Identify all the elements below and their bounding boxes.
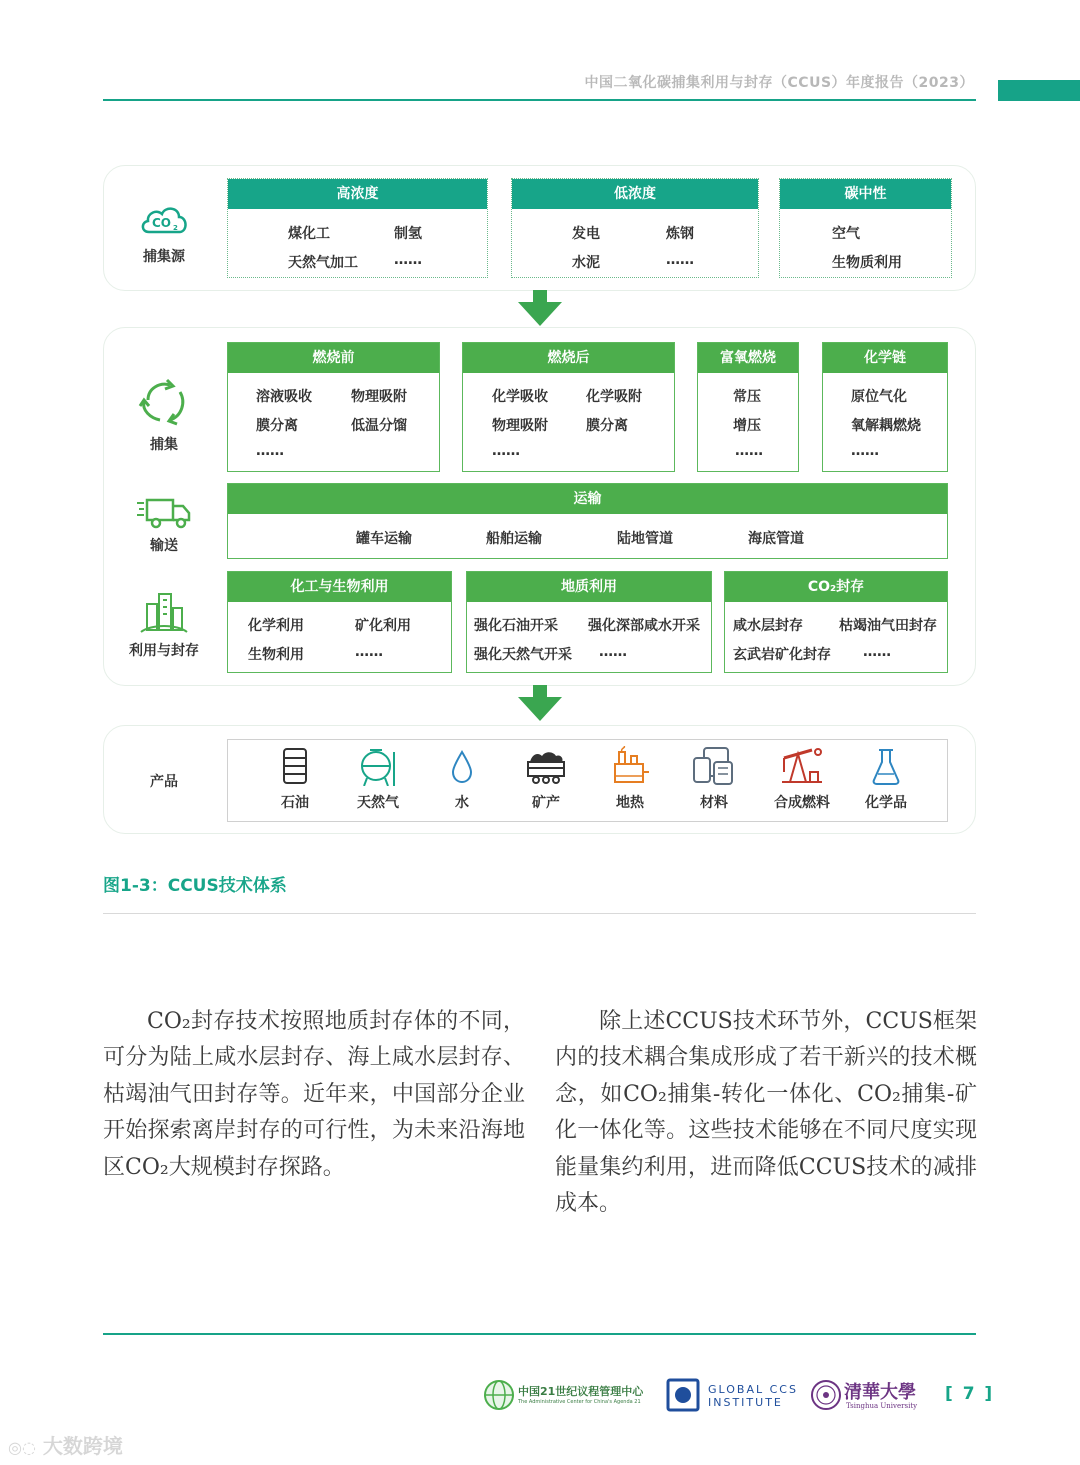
global-ccs-line2: INSTITUTE xyxy=(708,1396,783,1409)
list-item: 天然气加工 xyxy=(288,255,358,271)
box-title: 高浓度 xyxy=(228,179,487,209)
list-item: 海底管道 xyxy=(748,531,804,547)
high-concentration-box xyxy=(227,178,488,278)
capture-source-label-group xyxy=(109,200,219,266)
figure-caption: 图1-3：CCUS技术体系 xyxy=(103,876,287,896)
list-item: 膜分离 xyxy=(586,418,628,434)
transport-label: 输送 xyxy=(150,538,178,554)
list-item: 玄武岩矿化封存 xyxy=(733,647,831,663)
page-number: [ 7 ] xyxy=(945,1384,995,1404)
product-label: 矿产 xyxy=(532,795,560,811)
materials-icon xyxy=(690,746,738,786)
watermark-logo-icon: ◎◌ xyxy=(8,1438,36,1457)
low-concentration-box xyxy=(511,178,759,278)
oxy-fuel-box xyxy=(697,342,799,472)
geothermal-plant-icon xyxy=(609,746,651,786)
products-box xyxy=(227,739,948,822)
box-title: 燃烧前 xyxy=(228,343,439,373)
chemical-bio-utilization-box xyxy=(227,571,452,673)
products-label: 产品 xyxy=(150,774,178,790)
tsinghua-seal-icon xyxy=(810,1379,842,1411)
paragraph-text: CO₂封存技术按照地质封存体的不同，可分为陆上咸水层封存、海上咸水层封存、枯竭油气田封存等。近年来，中国部分企业开始探索离岸封存的可行性，为未来沿海地区CO₂大规模封存探路。 xyxy=(103,1009,525,1180)
list-item: 低温分馏 xyxy=(351,418,407,434)
product-natural-gas xyxy=(342,746,414,812)
pre-combustion-box xyxy=(227,342,440,472)
list-item: 增压 xyxy=(733,418,761,434)
product-label: 水 xyxy=(455,795,469,811)
list-item: 常压 xyxy=(733,389,761,405)
product-label: 石油 xyxy=(281,795,309,811)
product-chemicals xyxy=(850,746,922,812)
list-item: …… xyxy=(666,252,694,268)
carbon-neutral-box xyxy=(779,178,952,278)
list-item: 溶液吸收 xyxy=(256,389,312,405)
header-accent-bar xyxy=(998,80,1080,101)
utilization-label-group xyxy=(109,590,219,660)
capture-label-group xyxy=(109,378,219,454)
box-title: 低浓度 xyxy=(512,179,758,209)
list-item: …… xyxy=(355,644,383,660)
list-item: …… xyxy=(394,252,422,268)
list-item: 空气 xyxy=(832,226,860,242)
product-materials xyxy=(678,746,750,812)
list-item: 强化石油开采 xyxy=(474,618,558,634)
list-item: 强化深部咸水开采 xyxy=(588,618,700,634)
list-item: 矿化利用 xyxy=(355,618,411,634)
product-geothermal xyxy=(594,746,666,812)
globe-icon xyxy=(483,1379,515,1411)
product-synthetic-fuel xyxy=(766,746,838,812)
list-item: 炼钢 xyxy=(666,226,694,242)
list-item: 生物利用 xyxy=(248,647,304,663)
list-item: 陆地管道 xyxy=(617,531,673,547)
box-title: 运输 xyxy=(228,484,947,514)
city-buildings-icon xyxy=(139,590,189,634)
box-title: 化工与生物利用 xyxy=(228,572,451,602)
mine-cart-icon xyxy=(524,746,568,786)
list-item: …… xyxy=(492,443,520,459)
tsinghua-name-en: Tsinghua University xyxy=(846,1402,918,1410)
oil-barrel-icon xyxy=(280,746,310,786)
list-item: 物理吸附 xyxy=(351,389,407,405)
list-item: …… xyxy=(256,443,284,459)
co2-storage-box xyxy=(724,571,948,673)
list-item: 强化天然气开采 xyxy=(474,647,572,663)
caption-divider xyxy=(103,913,976,914)
list-item: 咸水层封存 xyxy=(733,618,803,634)
agenda21-logo-cn: 中国21世纪议程管理中心 xyxy=(518,1385,644,1398)
product-label: 地热 xyxy=(616,795,644,811)
capture-label: 捕集 xyxy=(150,437,178,453)
list-item: …… xyxy=(599,644,627,660)
global-ccs-line1: GLOBAL CCS xyxy=(708,1383,798,1396)
list-item: 枯竭油气田封存 xyxy=(839,618,937,634)
tsinghua-name-cn: 清華大學 xyxy=(844,1382,916,1403)
list-item: 生物质利用 xyxy=(832,255,902,271)
product-label: 材料 xyxy=(700,795,728,811)
box-title: 地质利用 xyxy=(467,572,711,602)
box-title: 化学链 xyxy=(823,343,947,373)
flask-icon xyxy=(871,746,901,786)
global-ccs-mark-icon xyxy=(666,1378,700,1412)
paragraph-text: 除上述CCUS技术环节外，CCUS框架内的技术耦合集成形成了若干新兴的技术概念，如CO₂捕集-转化一体化、CO₂捕集-矿化一体化等。这些技术能够在不同尺度实现能量集约利用，进而降低CCUS技术的减排成本。 xyxy=(555,1009,977,1217)
list-item: …… xyxy=(851,443,879,459)
list-item: 氧解耦燃烧 xyxy=(851,418,921,434)
list-item: 化学利用 xyxy=(248,618,304,634)
utilization-label: 利用与封存 xyxy=(129,643,199,659)
product-oil xyxy=(259,746,331,812)
chemical-looping-box xyxy=(822,342,948,472)
product-water xyxy=(426,746,498,812)
list-item: 罐车运输 xyxy=(356,531,412,547)
running-header-title: 中国二氧化碳捕集利用与封存（CCUS）年度报告（2023） xyxy=(584,75,974,91)
body-paragraph-left xyxy=(103,1004,525,1186)
list-item: 水泥 xyxy=(572,255,600,271)
list-item: 制氢 xyxy=(394,226,422,242)
oil-pump-icon xyxy=(780,746,824,786)
list-item: …… xyxy=(735,443,763,459)
geological-utilization-box xyxy=(466,571,712,673)
list-item: 膜分离 xyxy=(256,418,298,434)
list-item: 煤化工 xyxy=(288,226,330,242)
transport-box xyxy=(227,483,948,559)
product-minerals xyxy=(510,746,582,812)
box-title: 富氧燃烧 xyxy=(698,343,798,373)
list-item: …… xyxy=(863,644,891,660)
box-title: CO₂封存 xyxy=(725,572,947,602)
list-item: 物理吸附 xyxy=(492,418,548,434)
body-paragraph-right xyxy=(555,1004,977,1222)
product-label: 天然气 xyxy=(357,795,399,811)
watermark-text: 大数跨境 xyxy=(42,1434,123,1458)
capture-source-label: 捕集源 xyxy=(143,249,185,265)
list-item: 发电 xyxy=(572,226,600,242)
water-drop-icon xyxy=(449,746,475,786)
gas-tank-icon xyxy=(356,746,400,786)
list-item: 船舶运输 xyxy=(486,531,542,547)
box-title: 燃烧后 xyxy=(463,343,674,373)
watermark xyxy=(8,1430,123,1459)
list-item: 化学吸收 xyxy=(492,389,548,405)
truck-icon xyxy=(136,497,192,529)
co2-cloud-icon xyxy=(137,200,191,240)
footer-divider xyxy=(103,1333,976,1335)
recycle-arrows-icon xyxy=(138,378,190,428)
list-item: 原位气化 xyxy=(851,389,907,405)
box-title: 碳中性 xyxy=(780,179,951,209)
post-combustion-box xyxy=(462,342,675,472)
transport-label-group xyxy=(109,497,219,555)
product-label: 化学品 xyxy=(865,795,907,811)
list-item: 化学吸附 xyxy=(586,389,642,405)
svg-text:2: 2 xyxy=(173,224,178,232)
agenda21-logo-en: The Administrative Center for China's Agenda 21 xyxy=(518,1399,641,1405)
header-divider xyxy=(103,99,976,101)
product-label: 合成燃料 xyxy=(774,795,830,811)
co2-icon-text: CO xyxy=(152,216,172,230)
